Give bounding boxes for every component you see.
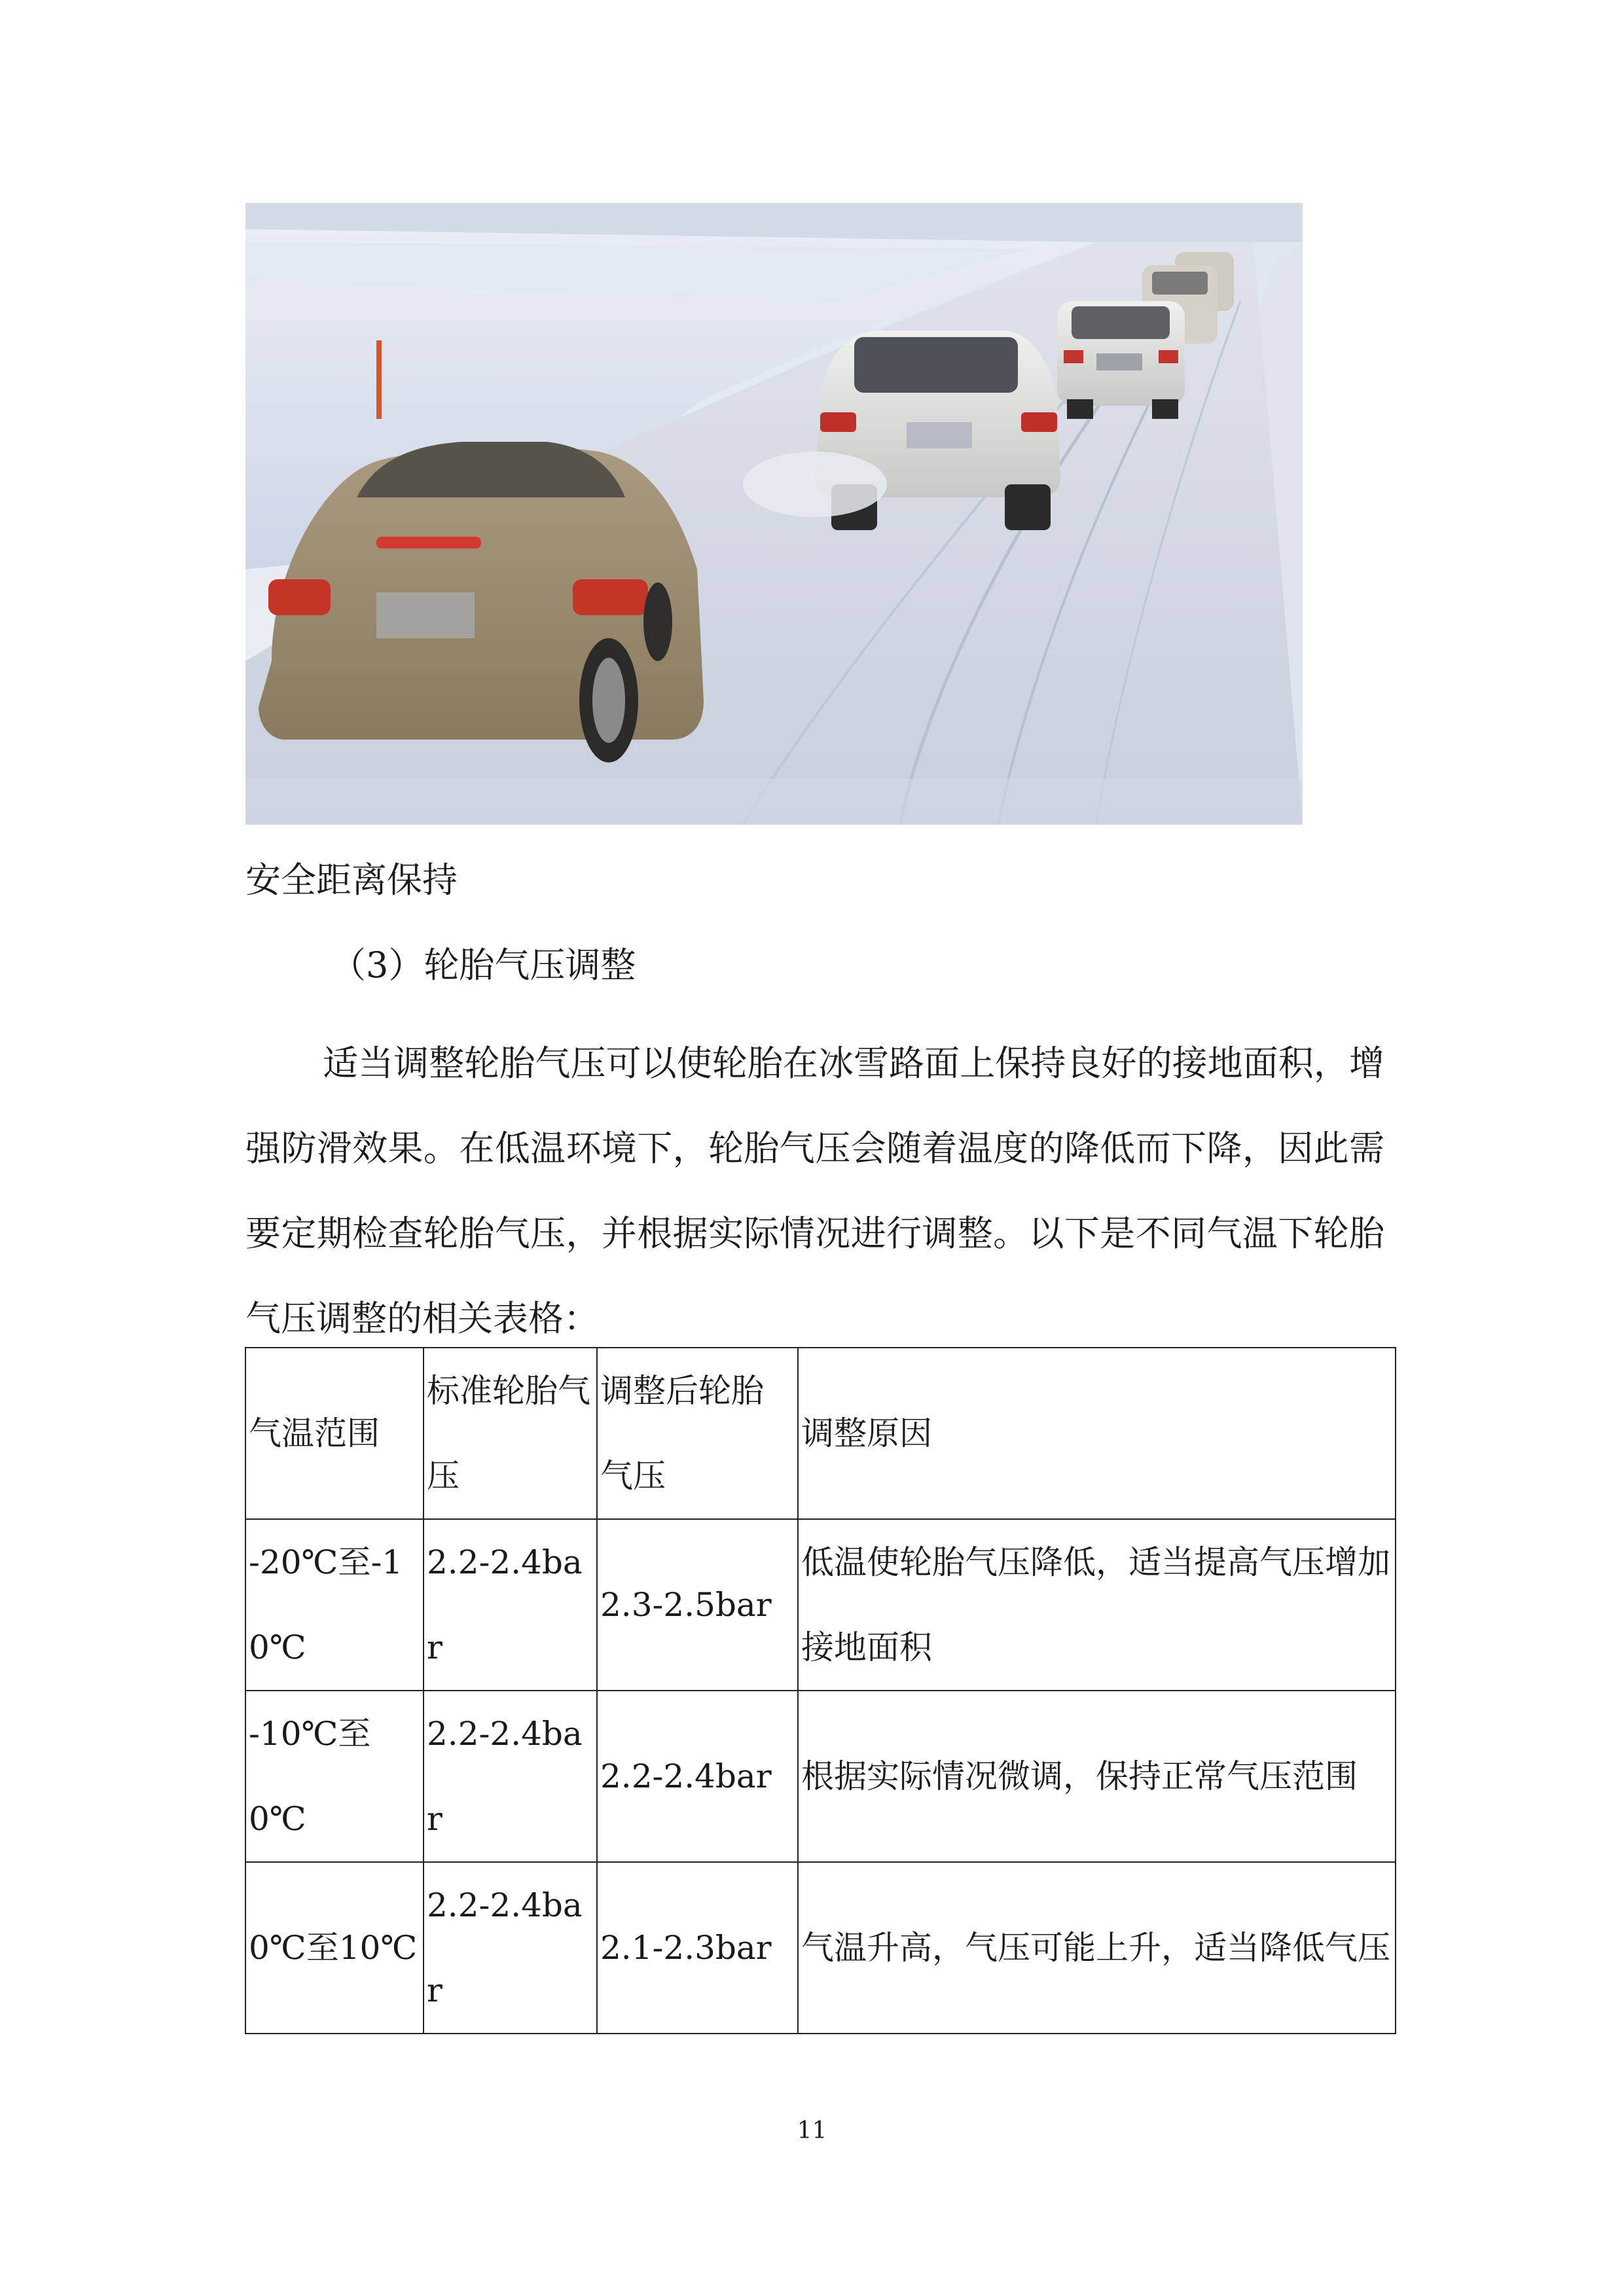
- cell-temp-range: 0℃至10℃: [245, 1862, 424, 2034]
- page-number: 11: [797, 2117, 827, 2144]
- table-header-row: [245, 1348, 1396, 1519]
- header-temp-range: 气温范围: [245, 1348, 424, 1519]
- cell-temp-range: -10℃至0℃: [245, 1691, 424, 1862]
- body-paragraph: 适当调整轮胎气压可以使轮胎在冰雪路面上保持良好的接地面积，增强防滑效果。在低温环境下，轮胎气压会随着温度的降低而下降，因此需要定期检查轮胎气压，并根据实际情况进行调整。以下是不同气温下轮胎气压调整的相关表格：: [245, 1043, 1384, 1339]
- cell-temp-range: -20℃至-10℃: [245, 1519, 424, 1691]
- cell-adjusted-pressure: 2.2-2.4bar: [597, 1691, 798, 1862]
- cell-standard-pressure: 2.2-2.4bar: [424, 1519, 597, 1691]
- table-row: [245, 1691, 1396, 1862]
- tire-pressure-table: [245, 1347, 1396, 2034]
- cell-adjust-reason: 气温升高，气压可能上升，适当降低气压: [798, 1862, 1396, 2034]
- table-row: [245, 1862, 1396, 2034]
- photo-caption: 安全距离保持: [245, 859, 458, 901]
- cell-standard-pressure: 2.2-2.4bar: [424, 1691, 597, 1862]
- table-row: [245, 1519, 1396, 1691]
- header-adjust-reason: 调整原因: [798, 1348, 1396, 1519]
- cell-standard-pressure: 2.2-2.4bar: [424, 1862, 597, 2034]
- header-adjusted-pressure: 调整后轮胎气压: [597, 1348, 798, 1519]
- cell-adjusted-pressure: 2.3-2.5bar: [597, 1519, 798, 1691]
- cell-adjusted-pressure: 2.1-2.3bar: [597, 1862, 798, 2034]
- snowy-road-cars-photo: [245, 203, 1303, 825]
- cell-adjust-reason: 低温使轮胎气压降低，适当提高气压增加接地面积: [798, 1519, 1396, 1691]
- cell-adjust-reason: 根据实际情况微调，保持正常气压范围: [798, 1691, 1396, 1862]
- header-standard-pressure: 标准轮胎气压: [424, 1348, 597, 1519]
- section-heading: （3）轮胎气压调整: [331, 944, 636, 986]
